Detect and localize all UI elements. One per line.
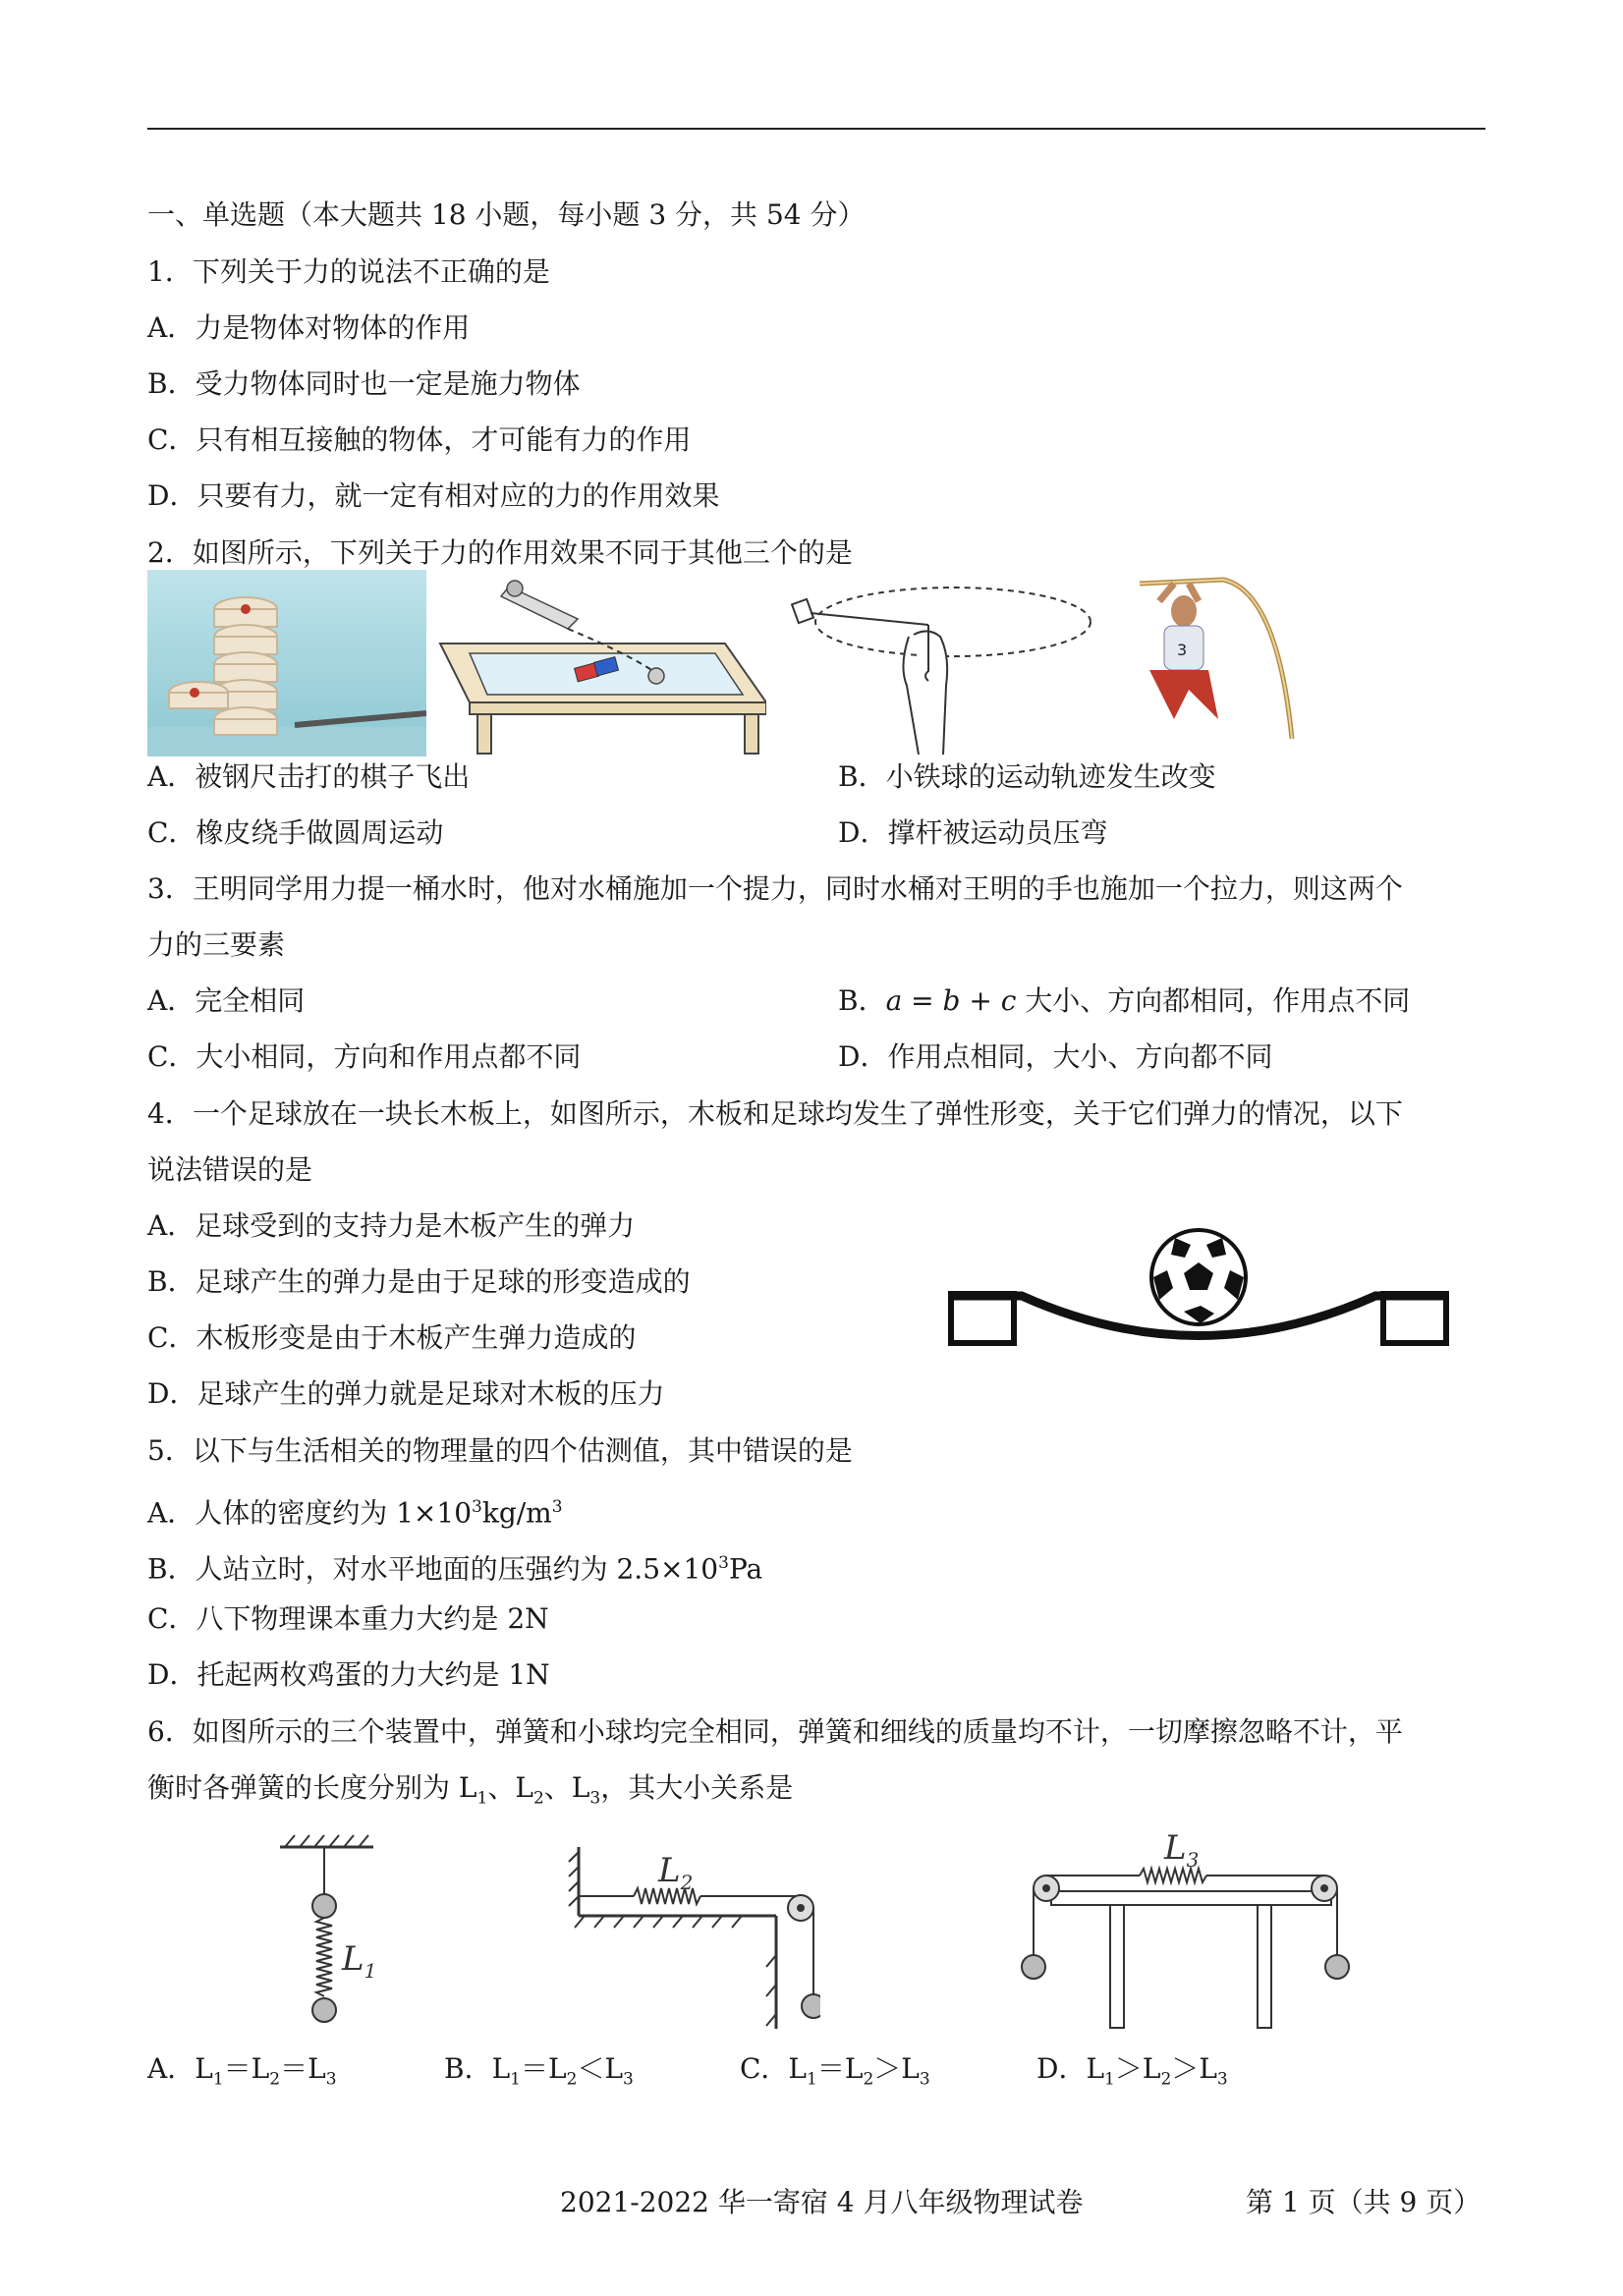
q4-option-c: C．木板形变是由于木板产生弹力造成的 — [147, 1321, 637, 1354]
q5-stem: 5．以下与生活相关的物理量的四个估测值，其中错误的是 — [147, 1434, 853, 1467]
q6-option-d: D．$L_1>L_2>L_3$ — [1036, 2052, 1228, 2090]
q5-option-b: B．人站立时，对水平地面的压强约为 $2.5\times 10^3Pa$ — [147, 1552, 763, 1586]
q4-option-b: B．足球产生的弹力是由于足球的形变造成的 — [147, 1265, 691, 1298]
pole-vaulter-photo — [1130, 572, 1312, 744]
q2-stem: 2．如图所示，下列关于力的作用效果不同于其他三个的是 — [147, 536, 853, 569]
q1-option-a: A．力是物体对物体的作用 — [147, 311, 471, 344]
footer-exam-title: 2021-2022 华一寄宿 4 月八年级物理试卷 — [560, 2186, 1084, 2218]
q5-option-c: C．八下物理课本重力大约是 2N — [147, 1602, 549, 1635]
q1-option-c: C．只有相互接触的物体，才可能有力的作用 — [147, 423, 692, 456]
q6-option-b: B．$L_1=L_2<L_3$ — [444, 2052, 634, 2090]
q3-option-b: B．a = b + c 大小、方向都相同，作用点不同 — [838, 984, 1411, 1017]
q2-option-c: C．橡皮绕手做圆周运动 — [147, 816, 444, 849]
q4-stem-line2: 说法错误的是 — [147, 1153, 313, 1186]
q6-option-c: C．$L_1=L_2>L_3$ — [740, 2052, 930, 2090]
horizontal-spring-pulley-diagram — [565, 1837, 820, 2034]
q6-stem-line2: 衡时各弹簧的长度分别为 $L_1$、$L_2$、$L_3$，其大小关系是 — [147, 1771, 794, 1809]
chess-pieces-photo — [147, 570, 426, 756]
table-spring-two-pulleys-diagram — [1012, 1818, 1366, 2034]
q3-option-b-math: a = b + c — [885, 984, 1017, 1017]
q6-stem-line1: 6．如图所示的三个装置中，弹簧和小球均完全相同，弹簧和细线的质量均不计，一切摩擦忽略不计，平 — [147, 1715, 1403, 1748]
header-rule — [147, 128, 1485, 130]
q3-stem-line2: 力的三要素 — [147, 928, 286, 961]
svg-text:L2: $L_2$ — [658, 1851, 694, 1894]
iron-ball-magnet-diagram — [430, 575, 766, 756]
svg-text:L1: $L_1$ — [342, 1939, 377, 1983]
svg-text:3: 3 — [1177, 641, 1188, 659]
eraser-circular-motion-diagram — [781, 578, 1095, 755]
q5-option-d: D．托起两枚鸡蛋的力大约是 1N — [147, 1658, 550, 1691]
q1-stem: 1．下列关于力的说法不正确的是 — [147, 255, 550, 288]
q4-stem-line1: 4．一个足球放在一块长木板上，如图所示，木板和足球均发生了弹性形变，关于它们弹力的情况，以下 — [147, 1097, 1403, 1130]
q5-option-a: A．人体的密度约为 $1\times 10^3kg/m^3$ — [147, 1496, 563, 1530]
q2-option-d: D．撑杆被运动员压弯 — [838, 816, 1108, 849]
section-title: 一、单选题（本大题共 18 小题，每小题 3 分，共 54 分） — [147, 198, 866, 231]
q1-option-b: B．受力物体同时也一定是施力物体 — [147, 367, 581, 400]
q3-option-a: A．完全相同 — [147, 984, 306, 1017]
footer-page-number: 第 1 页（共 9 页） — [1246, 2186, 1482, 2218]
hanging-spring-diagram — [265, 1827, 393, 2034]
q1-option-d: D．只要有力，就一定有相对应的力的作用效果 — [147, 479, 720, 512]
q3-option-d: D．作用点相同，大小、方向都不同 — [838, 1040, 1273, 1073]
q4-option-d: D．足球产生的弹力就是足球对木板的压力 — [147, 1377, 665, 1410]
q6-option-a: A．$L_1=L_2=L_3$ — [147, 2052, 337, 2090]
q3-stem-line1: 3．王明同学用力提一桶水时，他对水桶施加一个提力，同时水桶对王明的手也施加一个拉力，则这两个 — [147, 872, 1403, 905]
q2-option-a: A．被钢尺击打的棋子飞出 — [147, 760, 471, 793]
q2-option-b: B．小铁球的运动轨迹发生改变 — [838, 760, 1216, 793]
q4-option-a: A．足球受到的支持力是木板产生的弹力 — [147, 1209, 636, 1242]
q3-option-c: C．大小相同，方向和作用点都不同 — [147, 1040, 582, 1073]
football-on-board-diagram — [943, 1223, 1454, 1361]
svg-text:L3: $L_3$ — [1164, 1828, 1200, 1872]
